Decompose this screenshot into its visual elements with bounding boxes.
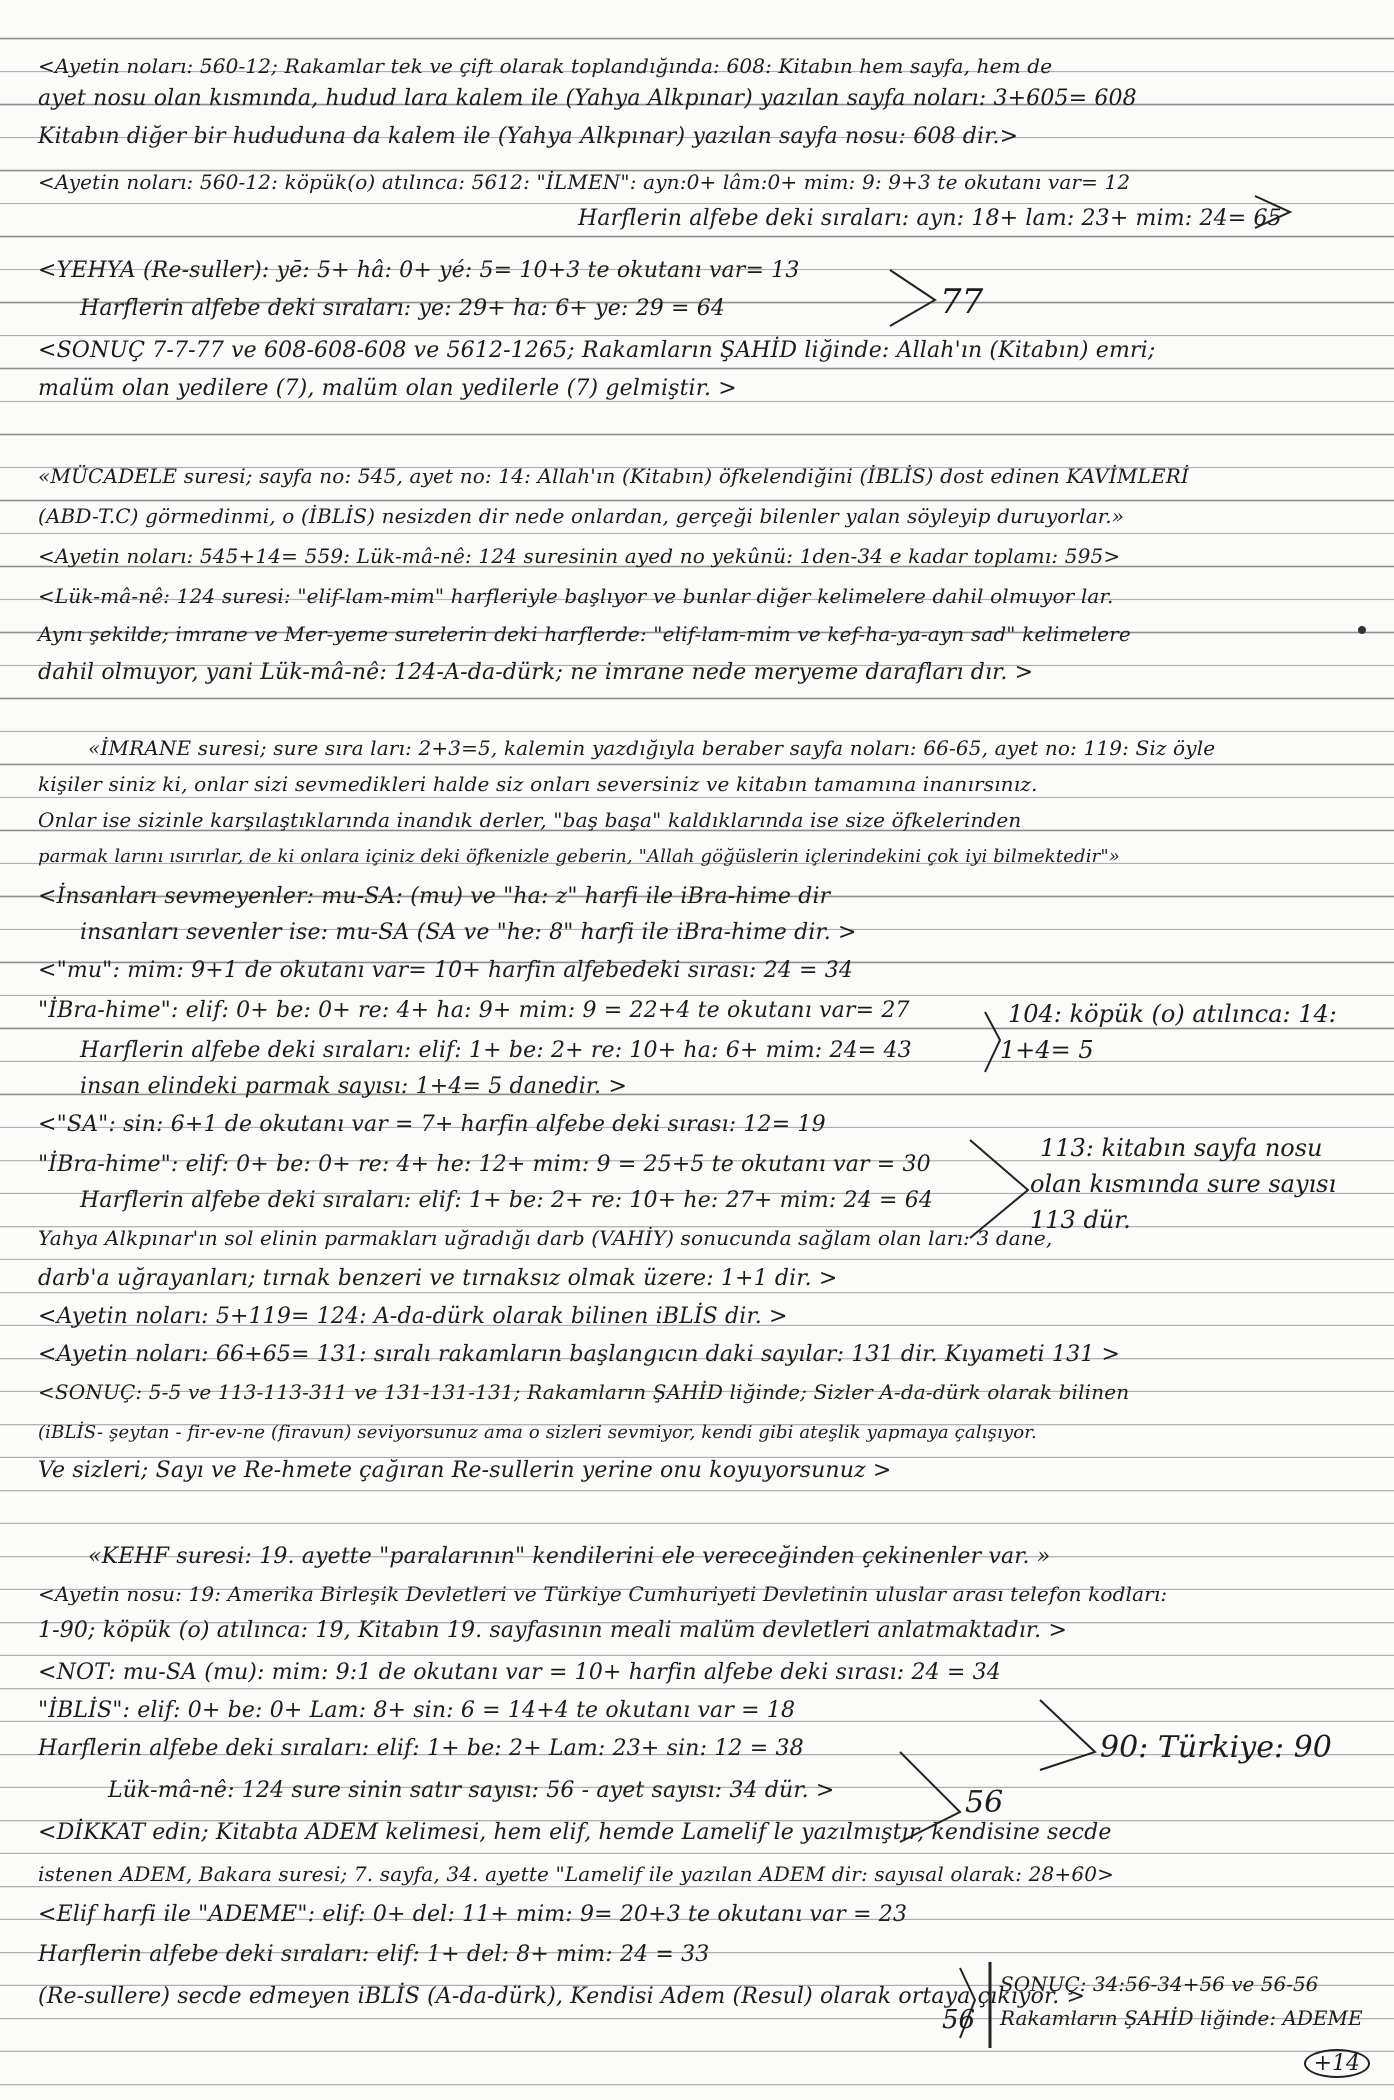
text-line: (iBLİS- şeytan - fir-ev-ne (firavun) seviyorsunuz ama o sizleri sevmiyor, kendi gibi ateşlik yapmaya çalışıyor. — [38, 1422, 1037, 1443]
side-note-sonuc: SONUÇ: 34:56-34+56 ve 56-56 — [1000, 1972, 1319, 1996]
text-line: insan elindeki parmak sayısı: 1+4= 5 danedir. > — [80, 1074, 628, 1099]
side-note-90: 90: Türkiye: 90 — [1100, 1730, 1332, 1765]
text-line: <Ayetin noları: 545+14= 559: Lük-mâ-nê: 124 suresinin ayed no yekûnü: 1den-34 e kadar toplamı: 595> — [38, 544, 1121, 568]
text-line: <Lük-mâ-nê: 124 suresi: "elif-lam-mim" harfleriyle başlıyor ve bunlar diğer kelimelere dahil olmuyor lar. — [38, 584, 1114, 608]
text-line: <YEHYA (Re-suller): yē: 5+ hâ: 0+ yé: 5= 10+3 te okutanı var= 13 — [38, 258, 800, 283]
text-line: Harflerin alfebe deki sıraları: elif: 1+ del: 8+ mim: 24 = 33 — [38, 1942, 710, 1967]
text-line: Aynı şekilde; imrane ve Mer-yeme surelerin deki harflerde: "elif-lam-mim ve kef-ha-ya-ayn sad" kelimelere — [38, 622, 1131, 646]
text-line: istenen ADEM, Bakara suresi; 7. sayfa, 34. ayette "Lamelif ile yazılan ADEM dir: sayısal olarak: 28+60> — [38, 1862, 1114, 1886]
side-note-56-b: 56 — [942, 2005, 976, 2035]
text-line: <Ayetin noları: 560-12: köpük(o) atılınca: 5612: "İLMEN": ayn:0+ lâm:0+ mim: 9: 9+3 te okutanı var= 12 — [38, 170, 1131, 194]
text-line: Lük-mâ-nê: 124 sure sinin satır sayısı: 56 - ayet sayısı: 34 dür. > — [108, 1778, 835, 1803]
side-note-56: 56 — [965, 1785, 1004, 1820]
text-line: insanları sevenler ise: mu-SA (SA ve "he: 8" harfi ile iBra-hime dir. > — [80, 920, 857, 945]
text-line: Harflerin alfebe deki sıraları: ayn: 18+ lam: 23+ mim: 24= 65 — [578, 206, 1282, 231]
text-line: <SONUÇ 7-7-77 ve 608-608-608 ve 5612-1265; Rakamların ŞAHİD liğinde: Allah'ın (Kitabın) emri; — [38, 338, 1156, 363]
text-line: Harflerin alfebe deki sıraları: elif: 1+ be: 2+ Lam: 23+ sin: 12 = 38 — [38, 1736, 804, 1761]
side-note-113-b: olan kısmında sure sayısı — [1030, 1170, 1337, 1198]
text-line: <İnsanları sevmeyenler: mu-SA: (mu) ve "ha: z" harfi ile iBra-hime dir — [38, 884, 831, 909]
text-line: kişiler siniz ki, onlar sizi sevmedikleri halde siz onları seversiniz ve kitabın tamamına inanırsınız. — [38, 772, 1038, 796]
side-note-113: 113: kitabın sayfa nosu — [1040, 1134, 1323, 1162]
text-line: <NOT: mu-SA (mu): mim: 9:1 de okutanı var = 10+ harfin alfebe deki sırası: 24 = 34 — [38, 1660, 1001, 1685]
side-note-77: 77 — [940, 282, 984, 322]
text-line: Kitabın diğer bir hududuna da kalem ile (Yahya Alkpınar) yazılan sayfa nosu: 608 dir.> — [38, 124, 1019, 149]
text-line: <Ayetin nosu: 19: Amerika Birleşik Devletleri ve Türkiye Cumhuriyeti Devletinin uluslar arası telefon kodları: — [38, 1582, 1168, 1606]
text-line: <Elif harfi ile "ADEME": elif: 0+ del: 11+ mim: 9= 20+3 te okutanı var = 23 — [38, 1902, 908, 1927]
text-line: "İBra-hime": elif: 0+ be: 0+ re: 4+ ha: 9+ mim: 9 = 22+4 te okutanı var= 27 — [38, 998, 910, 1023]
text-line: <"SA": sin: 6+1 de okutanı var = 7+ harfin alfebe deki sırası: 12= 19 — [38, 1112, 826, 1137]
text-line: «KEHF suresi: 19. ayette "paralarının" kendilerini ele vereceğinden çekinenler var. » — [88, 1544, 1051, 1569]
text-line: Yahya Alkpınar'ın sol elinin parmakları uğradığı darb (VAHİY) sonucunda sağlam olan ları: 3 dane, — [38, 1226, 1053, 1250]
text-line: <Ayetin noları: 66+65= 131: sıralı rakamların başlangıcın daki sayılar: 131 dir. Kıyameti 131 > — [38, 1342, 1121, 1367]
text-line: Harflerin alfebe deki sıraları: ye: 29+ ha: 6+ ye: 29 = 64 — [80, 296, 726, 321]
text-line: "İBLİS": elif: 0+ be: 0+ Lam: 8+ sin: 6 = 14+4 te okutanı var = 18 — [38, 1698, 796, 1723]
side-note-104: 104: köpük (o) atılınca: 14: — [1008, 1000, 1337, 1028]
text-line: (ABD-T.C) görmedinmi, o (İBLİS) nesizden dir nede onlardan, gerçeği bilenler yalan söyleyip duruyorlar.» — [38, 504, 1125, 528]
text-line: «MÜCADELE suresi; sayfa no: 545, ayet no: 14: Allah'ın (Kitabın) öfkelendiğini (İBLİS) dost edinen KAVİMLERİ — [38, 464, 1190, 488]
text-line: <Ayetin noları: 5+119= 124: A-da-dürk olarak bilinen iBLİS dir. > — [38, 1304, 788, 1329]
text-line: parmak larını ısırırlar, de ki onlara içiniz deki öfkenizle geberin, "Allah göğüslerin içlerindekini çok iyi bilmektedir"» — [38, 846, 1120, 867]
text-line: 1-90; köpük (o) atılınca: 19, Kitabın 19. sayfasının meali malüm devletleri anlatmaktadır. > — [38, 1618, 1068, 1643]
text-line: (Re-sullere) secde edmeyen iBLİS (A-da-dürk), Kendisi Adem (Resul) olarak ortaya çıkıyor. > — [38, 1984, 1086, 2009]
text-line: <SONUÇ: 5-5 ve 113-113-311 ve 131-131-131; Rakamların ŞAHİD liğinde; Sizler A-da-dürk olarak bilinen — [38, 1380, 1130, 1404]
text-line: ayet nosu olan kısmında, hudud lara kalem ile (Yahya Alkpınar) yazılan sayfa noları: 3+605= 608 — [38, 86, 1137, 111]
text-line: malüm olan yedilere (7), malüm olan yedilerle (7) gelmiştir. > — [38, 376, 737, 401]
text-line: <Ayetin noları: 560-12; Rakamlar tek ve çift olarak toplandığında: 608: Kitabın hem sayfa, hem de — [38, 54, 1053, 78]
text-line: Onlar ise sizinle karşılaştıklarında inandık derler, "baş başa" kaldıklarında ise size öfkelerinden — [38, 808, 1022, 832]
text-line: Harflerin alfebe deki sıraları: elif: 1+ be: 2+ re: 10+ ha: 6+ mim: 24= 43 — [80, 1038, 912, 1063]
text-line: Ve sizleri; Sayı ve Re-hmete çağıran Re-sullerin yerine onu koyuyorsunuz > — [38, 1458, 892, 1483]
text-line: «İMRANE suresi; sure sıra ları: 2+3=5, kalemin yazdığıyla beraber sayfa noları: 66-65, ayet no: 119: Siz öyle — [88, 736, 1216, 760]
side-note-sonuc-b: Rakamların ŞAHİD liğinde: ADEME — [1000, 2006, 1363, 2030]
page-number: +14 — [1304, 2049, 1370, 2078]
text-line: darb'a uğrayanları; tırnak benzeri ve tırnaksız olmak üzere: 1+1 dir. > — [38, 1266, 838, 1291]
text-line: <DİKKAT edin; Kitabta ADEM kelimesi, hem elif, hemde Lamelif le yazılmıştır, kendisine secde — [38, 1820, 1112, 1845]
side-note-104-sum: 1+4= 5 — [1000, 1036, 1094, 1064]
text-line: dahil olmuyor, yani Lük-mâ-nê: 124-A-da-dürk; ne imrane nede meryeme darafları dır. > — [38, 660, 1034, 685]
text-line: Harflerin alfebe deki sıraları: elif: 1+ be: 2+ re: 10+ he: 27+ mim: 24 = 64 — [80, 1188, 934, 1213]
text-line: <"mu": mim: 9+1 de okutanı var= 10+ harfin alfebedeki sırası: 24 = 34 — [38, 958, 854, 983]
side-note-113-c: 113 dür. — [1030, 1206, 1131, 1234]
text-line: "İBra-hime": elif: 0+ be: 0+ re: 4+ he: 12+ mim: 9 = 25+5 te okutanı var = 30 — [38, 1152, 931, 1177]
